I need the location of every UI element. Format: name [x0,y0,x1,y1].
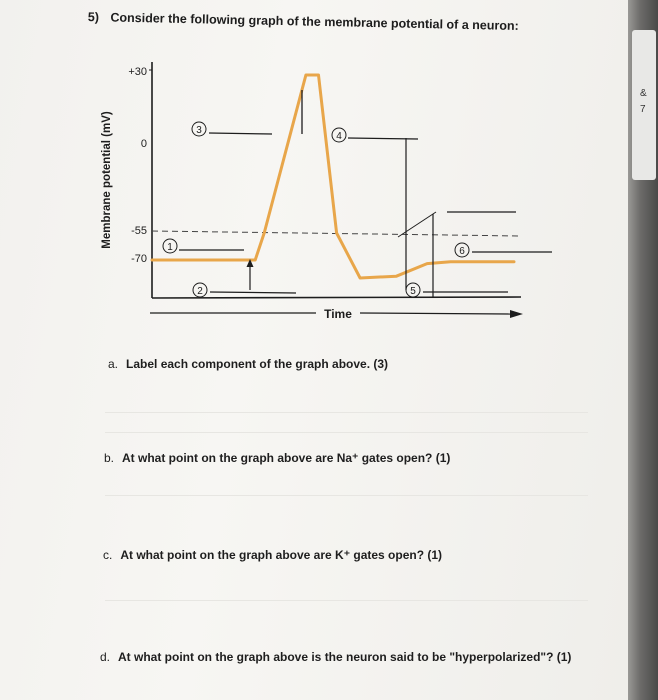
question-d-letter: d. [100,650,111,664]
question-b-letter: b. [104,451,115,465]
time-arrowhead [510,310,523,318]
y-tick-label: +30 [128,66,147,78]
question-d [100,650,571,664]
question-a-letter: a. [108,357,119,371]
question-number: 5) [87,10,100,25]
label-6-number: 6 [459,246,465,257]
question-a [108,357,388,371]
y-tick-label: -55 [131,225,147,237]
question-b [104,451,450,465]
y-axis-title: Membrane potential (mV) [101,111,113,249]
answer-blank-2[interactable] [210,292,296,293]
faint-answer-line [105,412,588,413]
question-c-text: At what point on the graph above are K⁺ gates open? (1) [120,548,443,562]
label-1-number: 1 [167,242,173,253]
answer-blank-4[interactable] [348,138,418,139]
time-arrow-line-right [360,313,512,314]
label-2-number: 2 [197,286,203,297]
x-axis [152,297,521,298]
label-4-number: 4 [336,131,342,142]
faint-answer-line [105,432,588,433]
question-d-text: At what point on the graph above is the neuron said to be "hyperpolarized"? (1) [118,650,572,664]
question-c-letter: c. [103,548,113,562]
question-a-text: Label each component of the graph above. (3) [126,357,389,371]
y-tick-label: 0 [140,138,147,150]
label-3 [192,122,272,136]
faint-answer-line [105,495,588,496]
y-tick-label: -70 [131,253,147,265]
label-4 [332,128,418,142]
background-document: & 7 [632,30,656,180]
question-text: Consider the following graph of the membrane potential of a neuron: [110,10,519,34]
label-5 [406,283,508,297]
question-b-text: At what point on the graph above are Na⁺ gates open? (1) [122,451,451,465]
label-2 [193,283,296,297]
label-5-number: 5 [410,286,416,297]
pointer-line-diagonal [398,212,436,237]
label-6 [455,243,552,257]
question-c [103,548,442,562]
label-3-number: 3 [196,125,202,136]
label-1 [163,239,244,253]
faint-answer-line [105,600,588,601]
answer-blank-3[interactable] [209,133,272,134]
time-label: Time [324,307,352,321]
